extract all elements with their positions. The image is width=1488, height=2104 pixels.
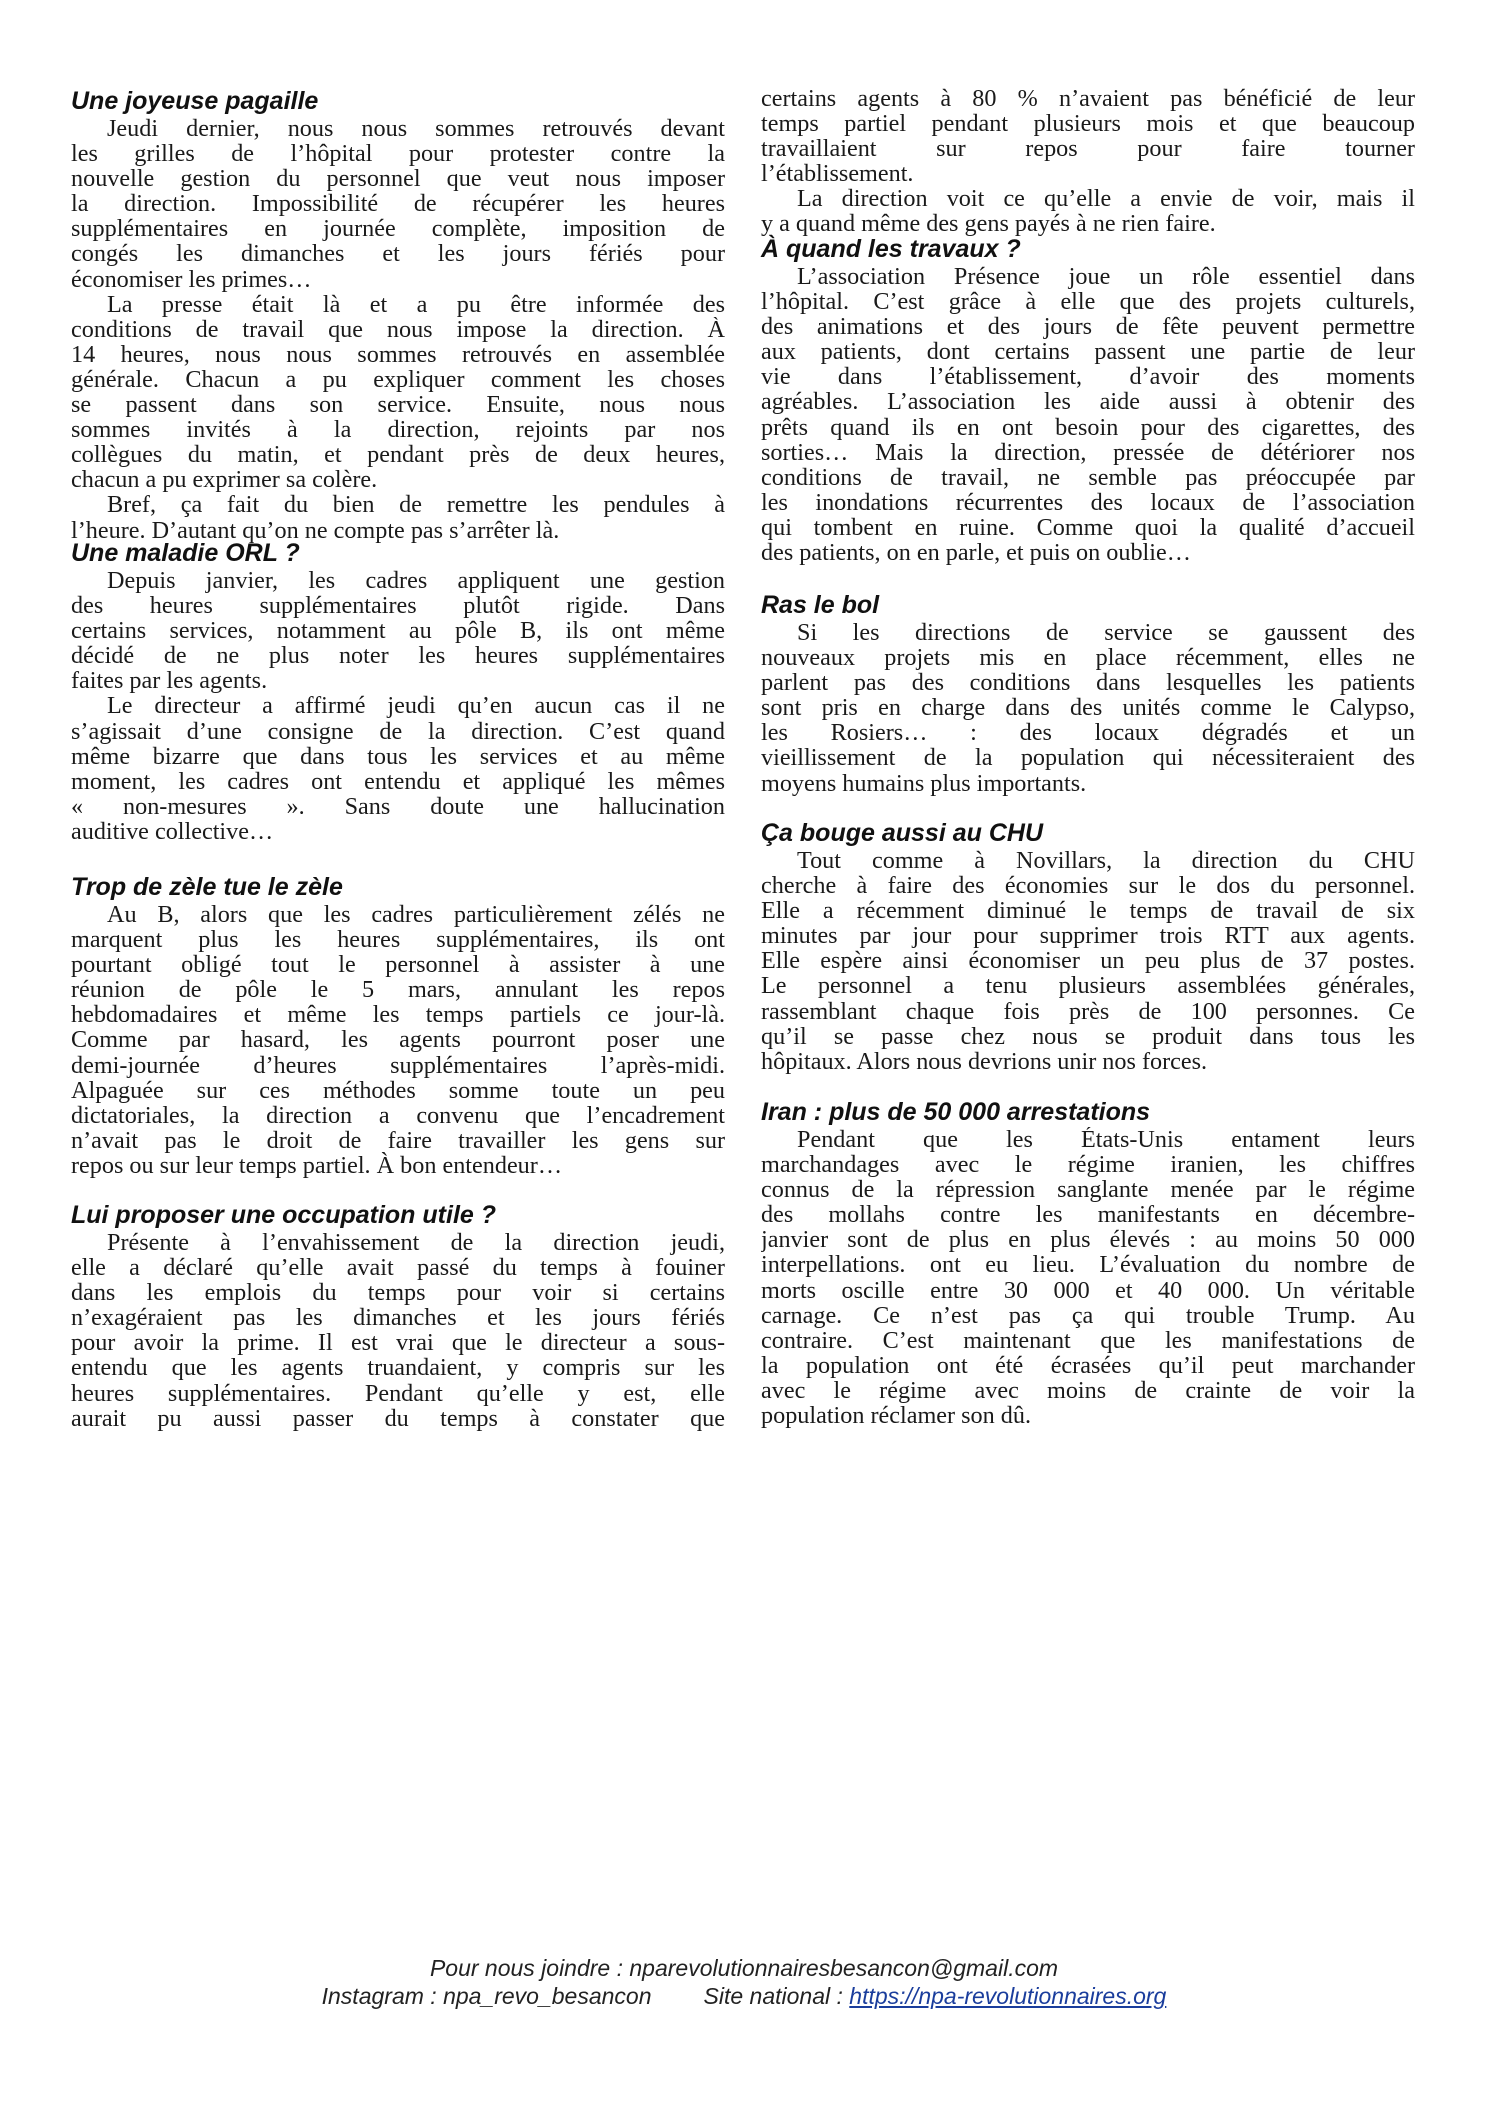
text-line: temps partiel pendant plusieurs mois et que beaucoup (761, 111, 1415, 137)
article-continued (761, 86, 1415, 237)
text-line: carnage. Ce n’est pas ça qui trouble Trump. Au (761, 1302, 1415, 1328)
text-line: qu’il se passe chez nous se produit dans tous les (761, 1023, 1415, 1049)
article-heading: Iran : plus de 50 000 arrestations (761, 1098, 1151, 1126)
text-line: Présente à l’envahissement de la direction jeudi, (107, 1230, 725, 1256)
text-line: Depuis janvier, les cadres appliquent une gestion (107, 568, 725, 594)
article-paragraph (71, 568, 725, 693)
site-label: Site national : (703, 1983, 850, 2009)
text-line: Si les directions de service se gaussent des (797, 620, 1415, 646)
article-heading: À quand les travaux ? (761, 235, 1021, 263)
instagram-label: Instagram : (321, 1983, 444, 2009)
site-link[interactable]: https://npa-revolutionnaires.org (849, 1983, 1167, 2009)
text-line: morts oscille entre 30 000 et 40 000. Un véritable (761, 1277, 1415, 1303)
article-lui-proposer-une-occupation-utile (71, 1200, 725, 1431)
text-line: travaillaient sur repos pour faire tourner (761, 136, 1415, 162)
text-line: conditions de travail que nous impose la direction. À (71, 316, 725, 342)
instagram-handle[interactable]: npa_revo_besancon (443, 1983, 652, 2009)
article-une-maladie-orl (71, 538, 725, 844)
text-line: pourtant obligé tout le personnel à assister à une (71, 952, 725, 978)
text-line: avec le régime avec moins de crainte de voir la (761, 1377, 1415, 1404)
text-line: prêts quand ils en ont besoin pour des cigarettes, des (761, 414, 1415, 440)
text-line: pour avoir la prime. Il est vrai que le directeur a sous- (71, 1330, 725, 1356)
text-line: des patients, on en parle, et puis on oublie… (761, 539, 1191, 567)
text-line: connus de la répression sanglante menée par le régime (761, 1177, 1415, 1203)
text-line: faites par les agents. (71, 667, 268, 695)
text-line: certains agents à 80 % n’avaient pas bénéficié de leur (761, 86, 1415, 112)
text-line: Tout comme à Novillars, la direction du CHU (797, 848, 1415, 874)
article-heading: Une joyeuse pagaille (71, 87, 319, 115)
article-paragraph (71, 492, 725, 542)
text-line: L’association Présence joue un rôle essentiel dans (797, 264, 1415, 290)
text-line: sommes invités à la direction, rejoints par nos (71, 417, 725, 443)
contact-label: Pour nous joindre : (429, 1955, 630, 1981)
text-line: conditions de travail, ne semble pas préoccupée par (761, 464, 1415, 490)
article-paragraph (761, 1127, 1415, 1428)
text-line: interpellations. ont eu lieu. L’évaluation du nombre de (761, 1252, 1415, 1278)
text-line: collègues du matin, et pendant près de deux heures, (71, 442, 725, 468)
text-line: Alpaguée sur ces méthodes somme toute un peu (71, 1077, 725, 1103)
text-line: contraire. C’est maintenant que les manifestations de (761, 1327, 1415, 1353)
article-une-joyeuse-pagaille (71, 86, 725, 543)
text-line: 14 heures, nous nous sommes retrouvés en assemblée (71, 341, 725, 367)
contact-email[interactable]: nparevolutionnairesbesancon@gmail.com (629, 1955, 1059, 1981)
article-ras-le-bol (761, 590, 1415, 796)
article-paragraph (71, 693, 725, 844)
text-line: cherche à faire des économies sur le dos du personnel. (761, 873, 1415, 899)
text-line: n’exagéraient pas les dimanches et les jours fériés (71, 1305, 725, 1331)
text-line: minutes par jour pour supprimer trois RTT aux agents. (761, 923, 1415, 949)
text-line: décidé de ne plus noter les heures supplémentaires (71, 643, 725, 669)
text-line: Elle espère ainsi économiser un peu plus de 37 postes. (761, 948, 1415, 974)
text-line: moment, les cadres ont entendu et appliqué les mêmes (71, 768, 725, 794)
text-line: population réclamer son dû. (761, 1402, 1032, 1430)
text-line: des mollahs contre les manifestants en décembre- (761, 1202, 1415, 1228)
text-line: nouveaux projets mis en place récemment, elles ne (761, 645, 1415, 671)
text-line: marchandages avec le régime iranien, les chiffres (761, 1152, 1415, 1178)
text-line: La presse était là et a pu être informée des (107, 291, 725, 317)
text-line: l’établissement. (761, 160, 914, 188)
article-paragraph (71, 1230, 725, 1431)
text-line: La direction voit ce qu’elle a envie de voir, mais il (797, 186, 1415, 212)
text-line: des animations et des jours de fête peuvent permettre (761, 314, 1415, 340)
text-line: Elle a récemment diminué le temps de travail de six (761, 898, 1415, 924)
text-line: vie dans l’établissement, d’avoir des moments (761, 364, 1415, 390)
text-line: générale. Chacun a pu expliquer comment les choses (71, 366, 725, 393)
text-line: supplémentaires en journée complète, imposition de (71, 216, 725, 242)
article-paragraph (71, 902, 725, 1178)
text-line: nouvelle gestion du personnel que veut nous imposer (71, 166, 725, 192)
text-line: Le directeur a affirmé jeudi qu’en aucun cas il ne (107, 693, 725, 719)
text-line: Bref, ça fait du bien de remettre les pendules à (107, 492, 725, 518)
text-line: économiser les primes… (71, 265, 312, 293)
text-line: marquent plus les heures supplémentaires, ils ont (71, 927, 725, 953)
article-paragraph (761, 186, 1415, 236)
text-line: l’hôpital. C’est grâce à elle que des projets culturels, (761, 289, 1415, 315)
text-line: les inondations récurrentes des locaux de l’association (761, 489, 1415, 515)
article-iran-plus-de-50-000-arrestations (761, 1097, 1415, 1428)
text-line: dans les emplois du temps pour voir si certains (71, 1280, 725, 1306)
text-line: parlent pas des conditions dans lesquelles les patients (761, 670, 1415, 696)
text-line: chacun a pu exprimer sa colère. (71, 466, 378, 494)
article-paragraph (761, 264, 1415, 565)
text-line: janvier sont de plus en plus élevés : au moins 50 000 (761, 1227, 1415, 1253)
article-paragraph (71, 116, 725, 292)
text-line: sont pris en charge dans des unités comme le Calypso, (761, 695, 1415, 721)
text-line: elle a déclaré qu’elle avait passé du temps à fouiner (71, 1255, 725, 1281)
text-line: vieillissement de la population qui nécessiteraient des (761, 745, 1415, 771)
text-line: Le personnel a tenu plusieurs assemblées générales, (761, 973, 1415, 999)
text-line: même bizarre que dans tous les services et au même (71, 743, 725, 769)
article-heading: Une maladie ORL ? (71, 539, 300, 567)
text-line: sorties… Mais la direction, pressée de détériorer nos (761, 439, 1415, 465)
text-line: Comme par hasard, les agents pourront poser une (71, 1027, 725, 1053)
text-line: certains services, notamment au pôle B, ils ont même (71, 618, 725, 644)
text-line: moyens humains plus importants. (761, 769, 1087, 797)
article-paragraph (761, 848, 1415, 1074)
article-trop-de-zele-tue-le-zele (71, 872, 725, 1178)
text-line: entendu que les agents truandaient, y compris sur les (71, 1355, 725, 1381)
text-line: qui tombent en ruine. Comme quoi la qualité d’accueil (761, 514, 1415, 541)
text-line: congés les dimanches et les jours fériés pour (71, 241, 725, 267)
article-paragraph (761, 620, 1415, 796)
article-paragraph (761, 86, 1415, 186)
text-line: les Rosiers… : des locaux dégradés et un (761, 720, 1415, 746)
text-line: Jeudi dernier, nous nous sommes retrouvés devant (107, 116, 725, 142)
article-ca-bouge-aussi-au-chu (761, 818, 1415, 1074)
text-line: réunion de pôle le 5 mars, annulant les repos (71, 977, 725, 1003)
article-paragraph (71, 292, 725, 493)
text-line: la population ont été écrasées qu’il peut marchander (761, 1352, 1415, 1378)
text-line: se passent dans son service. Ensuite, nous nous (71, 392, 725, 418)
text-line: aurait pu aussi passer du temps à constater que (71, 1405, 725, 1431)
text-line: la direction. Impossibilité de récupérer les heures (71, 191, 725, 217)
text-line: aux patients, dont certains passent une partie de leur (761, 339, 1415, 365)
text-line: demi-journée d’heures supplémentaires l’après-midi. (71, 1052, 725, 1078)
text-line: hôpitaux. Alors nous devrions unir nos forces. (761, 1047, 1208, 1075)
text-line: s’agissait d’une consigne de la direction. C’est quand (71, 718, 725, 744)
text-line: les grilles de l’hôpital pour protester contre la (71, 141, 725, 167)
text-line: auditive collective… (71, 817, 274, 845)
text-line: y a quand même des gens payés à ne rien faire. (761, 210, 1216, 238)
text-line: « non-mesures ». Sans doute une hallucination (71, 793, 725, 819)
footer-links-line (0, 1982, 1488, 2010)
text-line: dictatoriales, la direction a convenu que l’encadrement (71, 1102, 725, 1128)
text-line: l’heure. D’autant qu’on ne compte pas s’arrêter là. (71, 516, 560, 544)
text-line: repos ou sur leur temps partiel. À bon entendeur… (71, 1151, 563, 1179)
text-line: agréables. L’association les aide aussi à obtenir des (761, 389, 1415, 415)
text-line: rassemblant chaque fois près de 100 personnes. Ce (761, 998, 1415, 1024)
text-line: Pendant que les États-Unis entament leurs (797, 1127, 1415, 1153)
text-line: heures supplémentaires. Pendant qu’elle y est, elle (71, 1380, 725, 1406)
article-a-quand-les-travaux (761, 234, 1415, 565)
text-line: hebdomadaires et même les temps partiels ce jour-là. (71, 1002, 725, 1028)
footer-contact-line (0, 1954, 1488, 1982)
text-line: n’avait pas le droit de faire travailler les gens sur (71, 1127, 725, 1153)
text-line: des heures supplémentaires plutôt rigide. Dans (71, 593, 725, 619)
article-heading: Lui proposer une occupation utile ? (71, 1201, 497, 1229)
article-heading: Trop de zèle tue le zèle (71, 873, 343, 901)
article-heading: Ça bouge aussi au CHU (761, 819, 1043, 847)
article-heading: Ras le bol (761, 591, 880, 619)
text-line: Au B, alors que les cadres particulièrement zélés ne (107, 902, 725, 928)
